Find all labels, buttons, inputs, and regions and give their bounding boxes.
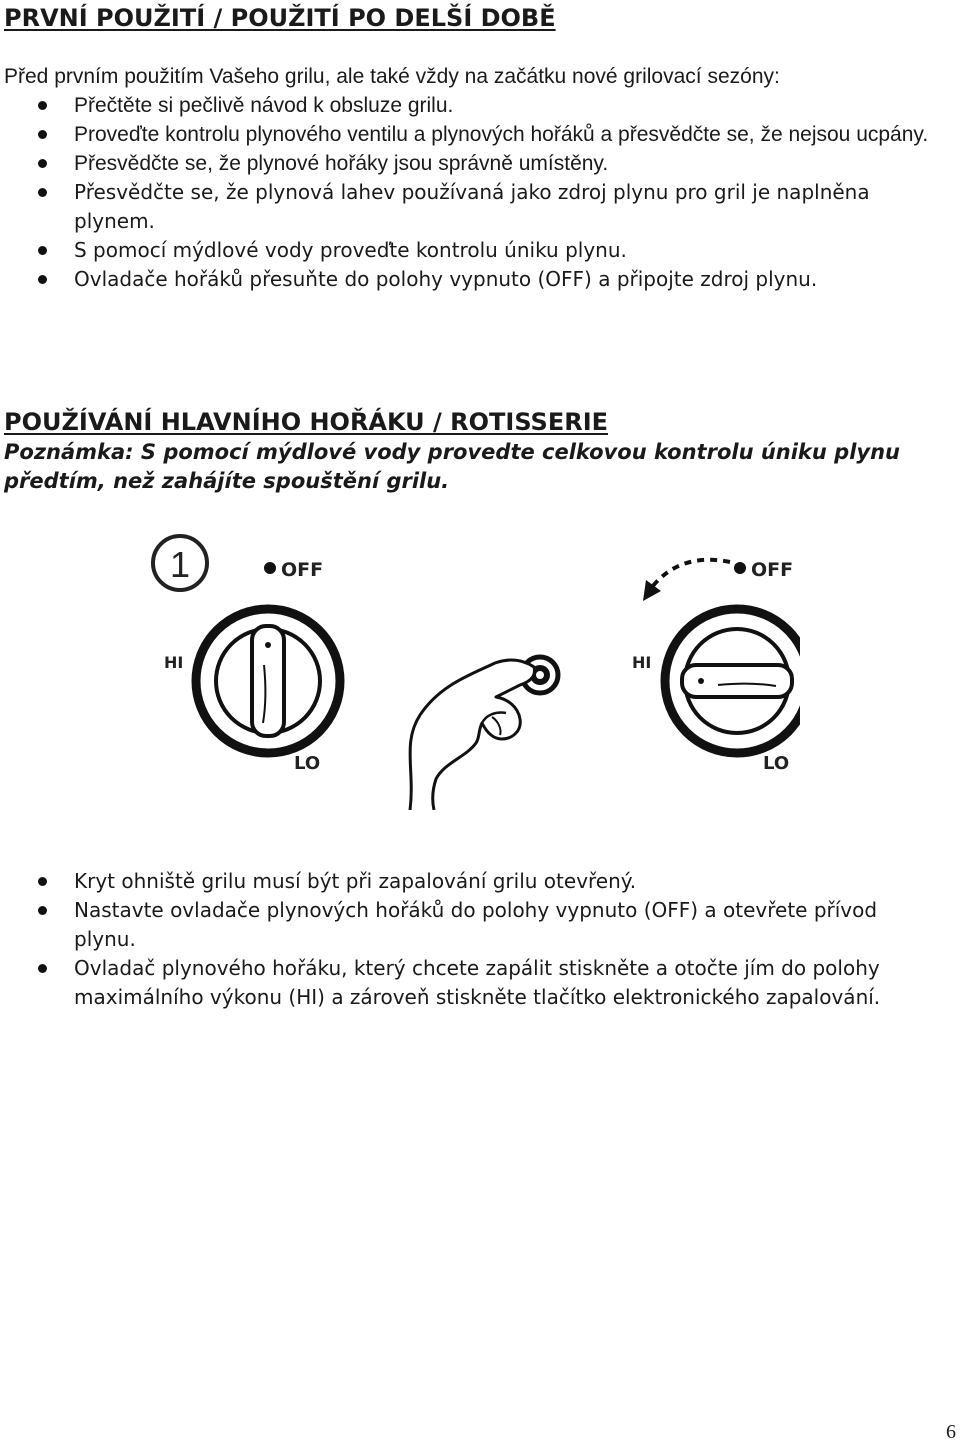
list-item: Ovladač plynového hořáku, který chcete zapálit stiskněte a otočte jím do polohy maximálního výkonu (HI) a zároveň stiskněte tlačítko elektronického zapalování. (0, 954, 930, 1012)
list-item: Kryt ohniště grilu musí být při zapalování grilu otevřený. (0, 867, 930, 896)
section-heading-main-burner: POUŽÍVÁNÍ HLAVNÍHO HOŘÁKU / ROTISSERIE (4, 408, 609, 436)
rotate-arrow-icon (643, 580, 661, 601)
bullet-icon (38, 130, 47, 139)
list-item: Přečtěte si pečlivě návod k obsluze grilu. (0, 91, 930, 120)
list-item: S pomocí mýdlové vody proveďte kontrolu úniku plynu. (0, 236, 930, 265)
label-off: OFF (751, 559, 794, 581)
list-item: Přesvědčte se, že plynové hořáky jsou správně umístěny. (0, 149, 930, 178)
off-marker-icon (264, 562, 276, 574)
list-item: Přesvědčte se, že plynová lahev používaná jako zdroj plynu pro gril je naplněna plynem. (0, 178, 930, 236)
hand-pressing-ignition-illustration (410, 657, 558, 810)
list-item: Proveďte kontrolu plynového ventilu a plynových hořáků a přesvědčte se, že nejsou ucpány. (0, 120, 930, 149)
safety-note: Poznámka: S pomocí mýdlové vody provedte celkovou kontrolu úniku plynu předtím, než zahájíte spouštění grilu. (4, 440, 900, 493)
section-heading-first-use: PRVNÍ POUŽITÍ / POUŽITÍ PO DELŠÍ DOBĚ (4, 4, 556, 32)
bullet-icon (38, 964, 47, 973)
label-hi: HI (164, 653, 184, 672)
step-number-badge (153, 536, 207, 590)
off-marker-icon (734, 562, 746, 574)
page-number: 6 (946, 1421, 956, 1443)
bullet-icon (38, 246, 47, 255)
ignition-steps (0, 867, 930, 1012)
step-number: 1 (169, 544, 191, 585)
bullet-icon (38, 906, 47, 915)
bullet-icon (38, 275, 47, 284)
first-use-checklist (0, 91, 930, 294)
ignition-illustration (140, 525, 800, 810)
label-lo: LO (294, 753, 321, 774)
control-knob-hi (632, 559, 800, 774)
label-lo: LO (763, 753, 790, 774)
label-off: OFF (281, 559, 324, 581)
bullet-icon (38, 188, 47, 197)
bullet-icon (38, 159, 47, 168)
intro-text: Před prvním použitím Vašeho grilu, ale také vždy na začátku nové grilovací sezóny: (4, 65, 780, 88)
control-knob-off (164, 559, 340, 774)
list-item: Nastavte ovladače plynových hořáků do polohy vypnuto (OFF) a otevřete přívod plynu. (0, 896, 930, 954)
bullet-icon (38, 101, 47, 110)
list-item: Ovladače hořáků přesuňte do polohy vypnuto (OFF) a připojte zdroj plynu. (0, 265, 930, 294)
bullet-icon (38, 877, 47, 886)
label-hi: HI (632, 653, 652, 672)
